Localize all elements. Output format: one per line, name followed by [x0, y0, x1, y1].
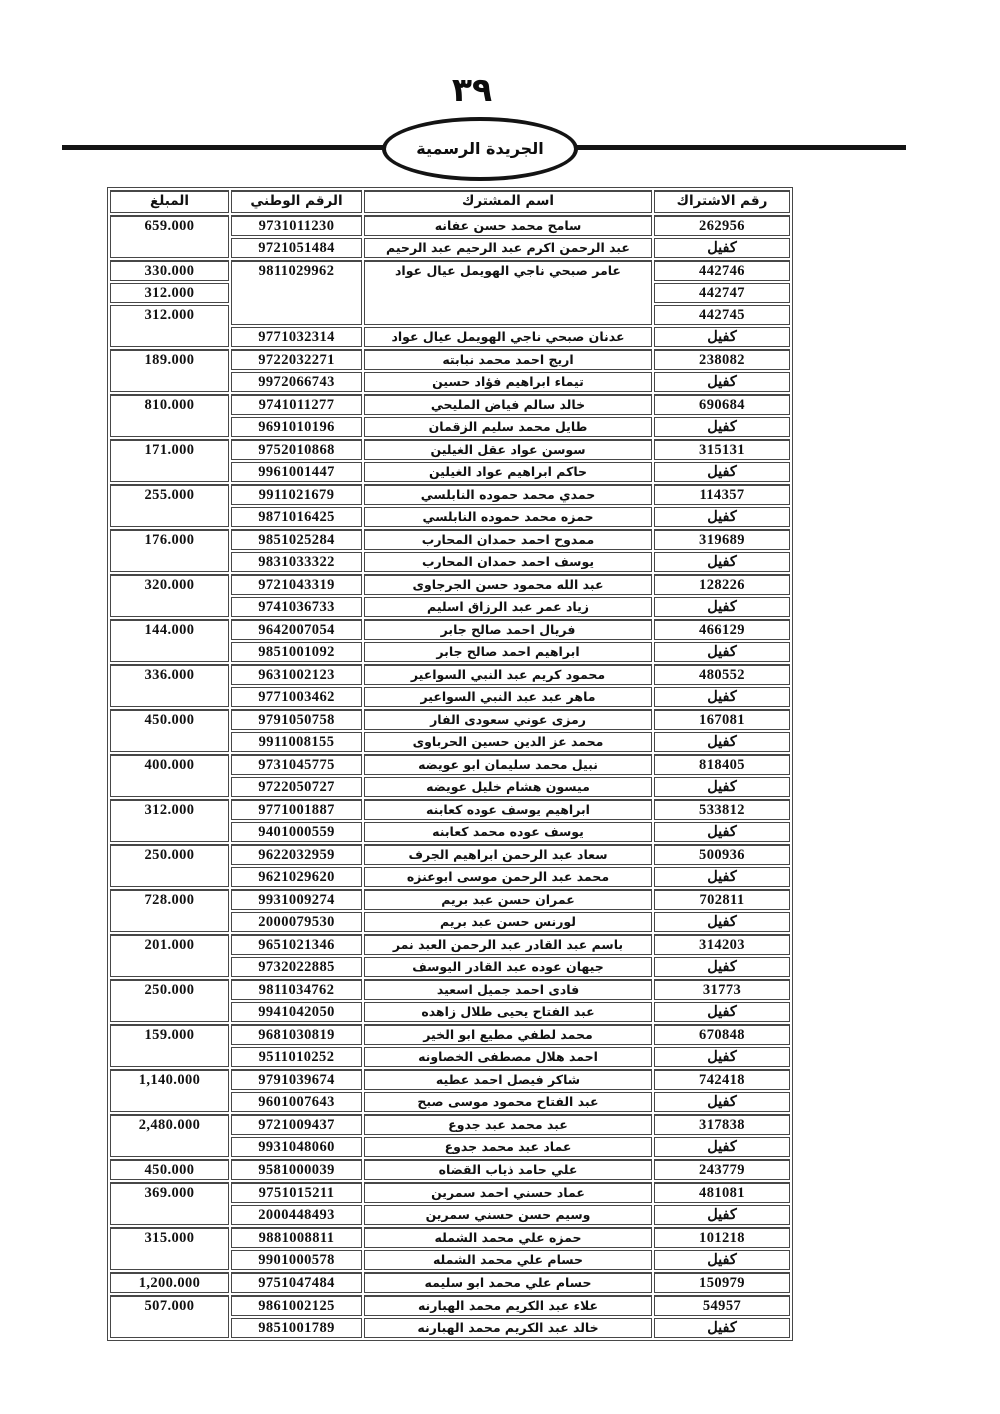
subscription-number-cell: 500936	[654, 844, 790, 865]
subscription-number-cell: كفيل	[654, 1002, 790, 1022]
subscriber-name-cell: حسام علي محمد ابو سليمه	[364, 1272, 652, 1293]
subscriber-name-cell: عماد عبد محمد جدوع	[364, 1137, 652, 1157]
national-number-cell: 9731045775	[231, 754, 362, 775]
subscriber-name-cell: ممدوح احمد حمدان المحارب	[364, 529, 652, 550]
national-number-cell: 9722032271	[231, 349, 362, 370]
subscription-number-cell: كفيل	[654, 1250, 790, 1270]
national-number-cell: 9731011230	[231, 215, 362, 236]
national-number-cell: 9741036733	[231, 597, 362, 617]
subscriber-name-cell: حمدي محمد حموده النابلسي	[364, 484, 652, 505]
subscriber-name-cell: فادى احمد جميل اسعيد	[364, 979, 652, 1000]
subscriber-name-cell: ميسون هشام خليل عويضه	[364, 777, 652, 797]
national-number-cell: 9851001092	[231, 642, 362, 662]
subscription-number-cell: 101218	[654, 1227, 790, 1248]
subscriber-name-cell: زياد عمر عبد الرزاق اسليم	[364, 597, 652, 617]
table-row	[110, 260, 790, 281]
amount-cell: 159.000	[110, 1024, 229, 1067]
national-number-cell: 9931048060	[231, 1137, 362, 1157]
subscriber-name-cell: سعاد عبد الرحمن ابراهيم الجرف	[364, 844, 652, 865]
amount-cell: 450.000	[110, 709, 229, 752]
subscription-number-cell: كفيل	[654, 777, 790, 797]
amount-cell: 315.000	[110, 1227, 229, 1270]
subscriber-name-cell: وسيم حسن حسني سمرين	[364, 1205, 652, 1225]
subscription-number-cell: 690684	[654, 394, 790, 415]
national-number-cell: 9791039674	[231, 1069, 362, 1090]
table-row	[110, 394, 790, 415]
national-number-cell: 2000448493	[231, 1205, 362, 1225]
amount-cell: 189.000	[110, 349, 229, 392]
subscriber-name-cell: لورنس حسن عبد بريم	[364, 912, 652, 932]
national-number-cell: 9752010868	[231, 439, 362, 460]
national-number-cell: 9972066743	[231, 372, 362, 392]
amount-cell: 336.000	[110, 664, 229, 707]
national-number-cell: 9851001789	[231, 1318, 362, 1338]
national-number-cell: 9401000559	[231, 822, 362, 842]
national-number-cell: 9751015211	[231, 1182, 362, 1203]
subscription-number-cell: كفيل	[654, 507, 790, 527]
subscription-number-cell: 150979	[654, 1272, 790, 1293]
subscription-number-cell: 670848	[654, 1024, 790, 1045]
subscription-number-cell: 31773	[654, 979, 790, 1000]
amount-cell: 810.000	[110, 394, 229, 437]
table-row	[110, 1024, 790, 1045]
table-row	[110, 349, 790, 370]
table-row	[110, 574, 790, 595]
subscriber-name-cell: ماهر عبد عبد النبي السواعير	[364, 687, 652, 707]
subscription-number-cell: 238082	[654, 349, 790, 370]
subscriber-name-cell: عدنان صبحي ناجي الهويمل عيال عواد	[364, 327, 652, 347]
subscription-number-cell: 317838	[654, 1114, 790, 1135]
subscriber-name-cell: حمزه محمد حموده النابلسي	[364, 507, 652, 527]
amount-cell: 312.000	[110, 799, 229, 842]
col-header-subscription-number: رقم الاشتراك	[654, 190, 790, 213]
subscriber-name-cell: عبد الفتاح محمود موسى صبح	[364, 1092, 652, 1112]
table-row	[110, 529, 790, 550]
subscription-number-cell: 243779	[654, 1159, 790, 1180]
table-row	[110, 709, 790, 730]
national-number-cell: 9721043319	[231, 574, 362, 595]
national-number-cell: 9831033322	[231, 552, 362, 572]
national-number-cell: 9721009437	[231, 1114, 362, 1135]
amount-cell: 728.000	[110, 889, 229, 932]
table-row	[110, 1272, 790, 1293]
subscription-number-cell: كفيل	[654, 1092, 790, 1112]
amount-cell: 312.000	[110, 305, 229, 347]
col-header-national-number: الرقم الوطني	[231, 190, 362, 213]
subscription-number-cell: 742418	[654, 1069, 790, 1090]
table-row	[110, 1182, 790, 1203]
subscription-number-cell: كفيل	[654, 912, 790, 932]
subscription-number-cell: كفيل	[654, 687, 790, 707]
subscription-number-cell: 481081	[654, 1182, 790, 1203]
national-number-cell: 9621029620	[231, 867, 362, 887]
national-number-cell: 9861002125	[231, 1295, 362, 1316]
subscriber-name-cell: جيهان عوده عبد القادر اليوسف	[364, 957, 652, 977]
table-row	[110, 439, 790, 460]
table-row	[110, 1159, 790, 1180]
subscription-number-cell: كفيل	[654, 1205, 790, 1225]
subscription-number-cell: 319689	[654, 529, 790, 550]
subscription-number-cell: 466129	[654, 619, 790, 640]
subscription-number-cell: كفيل	[654, 957, 790, 977]
subscriber-name-cell: عبد الرحمن اكرم عبد الرحيم عبد الرحيم	[364, 238, 652, 258]
subscription-number-cell: 54957	[654, 1295, 790, 1316]
amount-cell: 330.000	[110, 260, 229, 281]
national-number-cell: 9631002123	[231, 664, 362, 685]
subscriber-name-cell: حسام علي محمد الشمله	[364, 1250, 652, 1270]
subscription-number-cell: 128226	[654, 574, 790, 595]
amount-cell: 176.000	[110, 529, 229, 572]
national-number-cell: 9771003462	[231, 687, 362, 707]
national-number-cell: 9901000578	[231, 1250, 362, 1270]
subscription-number-cell: كفيل	[654, 417, 790, 437]
amount-cell: 320.000	[110, 574, 229, 617]
national-number-cell: 9911021679	[231, 484, 362, 505]
subscriber-name-cell: اريج احمد محمد نبابته	[364, 349, 652, 370]
subscription-number-cell: 262956	[654, 215, 790, 236]
subscription-number-cell: كفيل	[654, 552, 790, 572]
subscriber-name-cell: نبيل محمد سليمان ابو عويضه	[364, 754, 652, 775]
subscription-number-cell: كفيل	[654, 327, 790, 347]
subscription-number-cell: 442746	[654, 260, 790, 281]
subscriber-name-cell: حاكم ابراهيم عواد الغيلين	[364, 462, 652, 482]
subscriber-name-cell: عبد محمد عبد جدوع	[364, 1114, 652, 1135]
subscriber-name-cell: عمران حسن عبد بريم	[364, 889, 652, 910]
subscriber-name-cell: سامح محمد حسن عفانه	[364, 215, 652, 236]
amount-cell: 1,140.000	[110, 1069, 229, 1112]
subscriber-name-cell: رمزى عوني سعودى الفار	[364, 709, 652, 730]
table-row	[110, 1295, 790, 1316]
national-number-cell: 9741011277	[231, 394, 362, 415]
subscriber-name-cell: علاء عبد الكريم محمد الهبارنه	[364, 1295, 652, 1316]
subscription-number-cell: 818405	[654, 754, 790, 775]
subscriber-name-cell: حمزه علي محمد الشمله	[364, 1227, 652, 1248]
table-row	[110, 484, 790, 505]
table-row	[110, 889, 790, 910]
national-number-cell: 9871016425	[231, 507, 362, 527]
subscription-number-cell: كفيل	[654, 642, 790, 662]
amount-cell: 450.000	[110, 1159, 229, 1180]
amount-cell: 400.000	[110, 754, 229, 797]
subscriber-name-cell: سوسن عواد عقل الغيلين	[364, 439, 652, 460]
gazette-banner-label: الجريدة الرسمية	[416, 138, 544, 158]
subscriber-name-cell: شاكر فيصل احمد عطيه	[364, 1069, 652, 1090]
national-number-cell: 9691010196	[231, 417, 362, 437]
subscriber-name-cell: خالد عبد الكريم محمد الهبارنه	[364, 1318, 652, 1338]
national-number-cell: 2000079530	[231, 912, 362, 932]
page-number: ٣٩	[451, 70, 493, 109]
national-number-cell: 9811034762	[231, 979, 362, 1000]
subscriber-name-cell: محمود كريم عبد النبي السواعير	[364, 664, 652, 685]
table-header-row	[110, 190, 790, 213]
subscription-number-cell: كفيل	[654, 462, 790, 482]
national-number-cell: 9791050758	[231, 709, 362, 730]
subscribers-table-wrap	[107, 187, 791, 1341]
national-number-cell: 9851025284	[231, 529, 362, 550]
subscription-number-cell: كفيل	[654, 867, 790, 887]
col-header-subscriber-name: اسم المشترك	[364, 190, 652, 213]
subscription-number-cell: كفيل	[654, 1137, 790, 1157]
subscriber-name-cell: احمد هلال مصطفى الخصاونه	[364, 1047, 652, 1067]
subscriber-name-cell: خالد سالم فياض المليحي	[364, 394, 652, 415]
subscriber-name-cell: فريال احمد صالح جابر	[364, 619, 652, 640]
table-row	[110, 754, 790, 775]
national-number-cell: 9931009274	[231, 889, 362, 910]
amount-cell: 369.000	[110, 1182, 229, 1225]
national-number-cell: 9511010252	[231, 1047, 362, 1067]
table-row	[110, 1069, 790, 1090]
subscriber-name-cell: يوسف عوده محمد كعابنه	[364, 822, 652, 842]
national-number-cell: 9642007054	[231, 619, 362, 640]
national-number-cell: 9651021346	[231, 934, 362, 955]
subscriber-name-cell: علي حامد ذياب القضاه	[364, 1159, 652, 1180]
gazette-banner-ellipse	[382, 117, 578, 181]
amount-cell: 659.000	[110, 215, 229, 258]
subscriber-name-cell: محمد عبد الرحمن موسى ابوعنزه	[364, 867, 652, 887]
subscriber-name-cell: محمد لطفي مطيع ابو الخير	[364, 1024, 652, 1045]
national-number-cell: 9771032314	[231, 327, 362, 347]
amount-cell: 2,480.000	[110, 1114, 229, 1157]
subscription-number-cell: 533812	[654, 799, 790, 820]
subscription-number-cell: كفيل	[654, 822, 790, 842]
table-row	[110, 844, 790, 865]
subscriber-name-cell: محمد عز الدين حسين الحرباوى	[364, 732, 652, 752]
table-row	[110, 799, 790, 820]
amount-cell: 144.000	[110, 619, 229, 662]
subscription-number-cell: كفيل	[654, 597, 790, 617]
subscription-number-cell: 442745	[654, 305, 790, 325]
subscribers-table	[107, 187, 793, 1341]
subscription-number-cell: 315131	[654, 439, 790, 460]
subscription-number-cell: 702811	[654, 889, 790, 910]
subscriber-name-cell: ابراهيم احمد صالح جابر	[364, 642, 652, 662]
subscriber-name-cell: عماد حسني احمد سمرين	[364, 1182, 652, 1203]
col-header-amount: المبلغ	[110, 190, 229, 213]
national-number-cell: 9681030819	[231, 1024, 362, 1045]
subscription-number-cell: 480552	[654, 664, 790, 685]
national-number-cell: 9771001887	[231, 799, 362, 820]
national-number-cell: 9581000039	[231, 1159, 362, 1180]
subscription-number-cell: كفيل	[654, 238, 790, 258]
national-number-cell: 9622032959	[231, 844, 362, 865]
subscriber-name-cell: يوسف احمد حمدان المحارب	[364, 552, 652, 572]
table-row	[110, 215, 790, 236]
subscriber-name-cell: عبد الله محمود حسن الجرجاوى	[364, 574, 652, 595]
amount-cell: 1,200.000	[110, 1272, 229, 1293]
national-number-cell: 9732022885	[231, 957, 362, 977]
table-row	[110, 1227, 790, 1248]
amount-cell: 250.000	[110, 979, 229, 1022]
amount-cell: 507.000	[110, 1295, 229, 1338]
amount-cell: 250.000	[110, 844, 229, 887]
national-number-cell: 9941042050	[231, 1002, 362, 1022]
amount-cell: 201.000	[110, 934, 229, 977]
table-row	[110, 934, 790, 955]
national-number-cell: 9961001447	[231, 462, 362, 482]
subscriber-name-cell: عبد الفتاح يحيى طلال زاهده	[364, 1002, 652, 1022]
national-number-cell: 9911008155	[231, 732, 362, 752]
table-row	[110, 664, 790, 685]
amount-cell: 171.000	[110, 439, 229, 482]
national-number-cell: 9751047484	[231, 1272, 362, 1293]
table-row	[110, 1114, 790, 1135]
national-number-cell: 9722050727	[231, 777, 362, 797]
national-number-cell: 9721051484	[231, 238, 362, 258]
subscriber-name-cell: عامر صبحي ناجي الهويمل عيال عواد	[364, 260, 652, 325]
subscription-number-cell: 114357	[654, 484, 790, 505]
national-number-cell: 9601007643	[231, 1092, 362, 1112]
subscription-number-cell: كفيل	[654, 732, 790, 752]
subscribers-tbody	[110, 215, 790, 1338]
subscription-number-cell: كفيل	[654, 1318, 790, 1338]
subscriber-name-cell: ابراهيم يوسف عوده كعابنه	[364, 799, 652, 820]
subscription-number-cell: كفيل	[654, 372, 790, 392]
subscriber-name-cell: طايل محمد سليم الزقمان	[364, 417, 652, 437]
table-row	[110, 619, 790, 640]
subscription-number-cell: 442747	[654, 283, 790, 303]
amount-cell: 312.000	[110, 283, 229, 303]
subscription-number-cell: 167081	[654, 709, 790, 730]
subscription-number-cell: 314203	[654, 934, 790, 955]
subscriber-name-cell: تيماء ابراهيم فؤاد حسين	[364, 372, 652, 392]
national-number-cell: 9881008811	[231, 1227, 362, 1248]
subscription-number-cell: كفيل	[654, 1047, 790, 1067]
subscriber-name-cell: باسم عبد القادر عبد الرحمن العبد نمر	[364, 934, 652, 955]
amount-cell: 255.000	[110, 484, 229, 527]
national-number-cell: 9811029962	[231, 260, 362, 325]
table-row	[110, 979, 790, 1000]
